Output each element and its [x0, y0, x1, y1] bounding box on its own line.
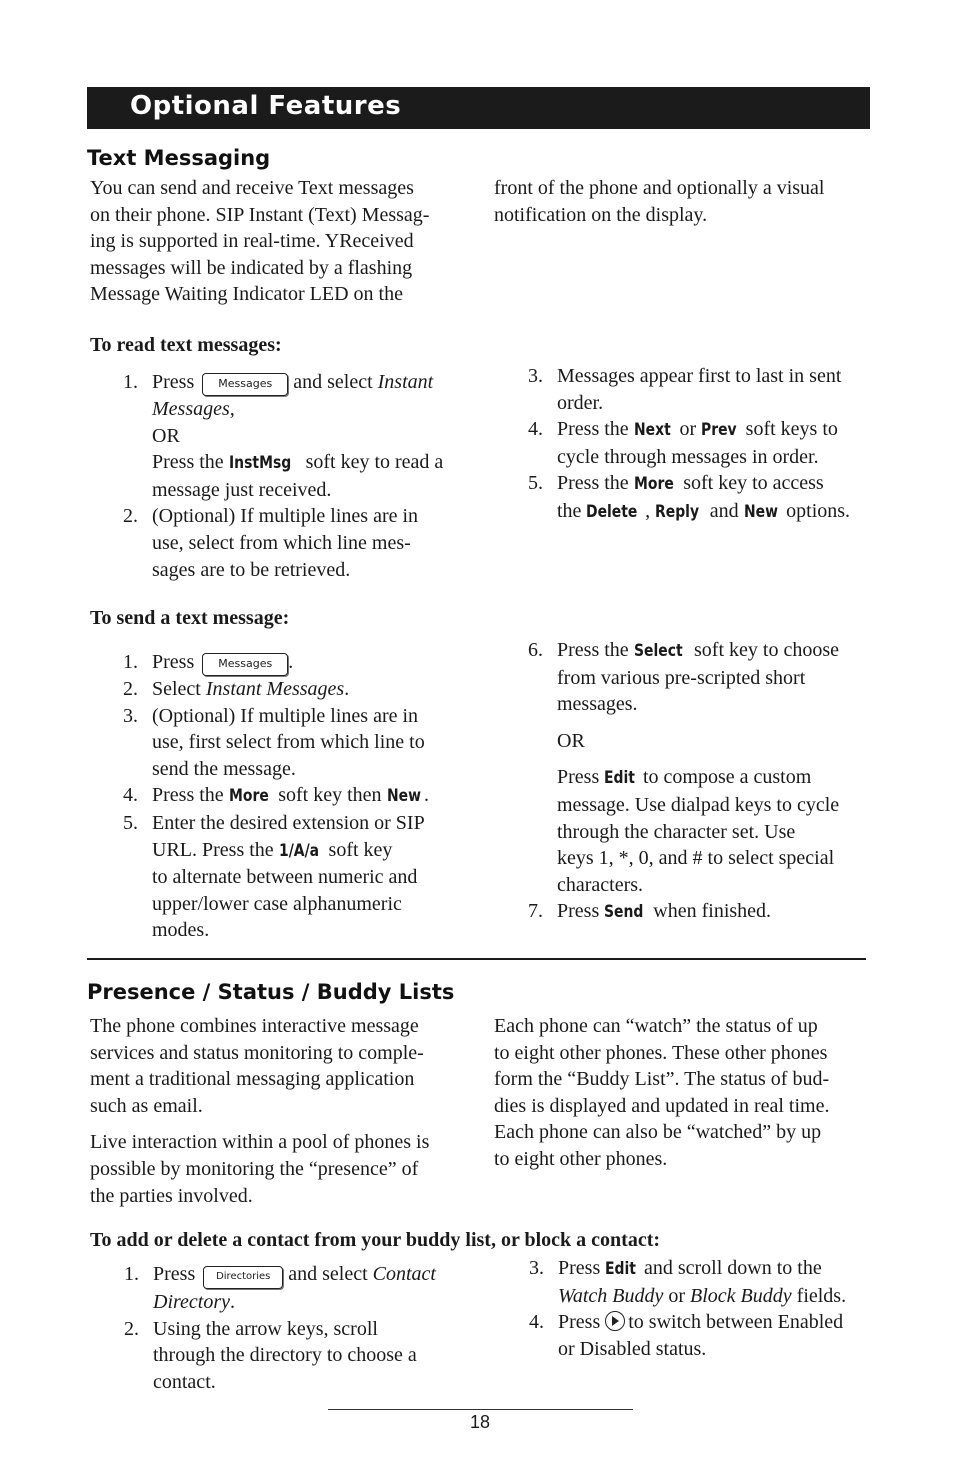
list-item: 2. Using the arrow keys, scroll through the directory to choose a contact.: [124, 1317, 417, 1393]
intro-line: Message Waiting Indicator LED on the: [90, 283, 403, 306]
list-item: 3. Messages appear first to last in sent order.: [528, 365, 842, 414]
send-soft-key: Send: [604, 902, 644, 923]
paragraph-line: Live interaction within a pool of phones is: [90, 1131, 430, 1154]
edit-soft-key: Edit: [605, 1259, 637, 1279]
list-item: 3. (Optional) If multiple lines are in use, first select from which line to send the message.: [123, 704, 425, 780]
intro-line: messages will be indicated by a flashing: [90, 256, 413, 279]
list-item: 6. Press the Select soft key to choose from various pre-scripted short messages. OR Press Edit to compose a custom message. Use dialpad keys to cycle through the character set. Use keys 1, *, 0, and # to select special characters.: [557, 637, 877, 898]
list-item: 1. Press Messages and select Instant Messages, OR Press the InstMsg soft key to read a message just received.: [123, 371, 444, 501]
or-text: OR: [557, 729, 585, 752]
directories-key-button[interactable]: Directories: [203, 1266, 283, 1289]
buddy-steps-right: [529, 1255, 888, 1362]
case-toggle-soft-key: 1/A/a: [278, 840, 319, 861]
list-item: 4. Press the Next or Prev soft keys to cycle through messages in order.: [528, 418, 838, 468]
reply-soft-key: Reply: [655, 501, 700, 522]
buddy-steps-left: [124, 1261, 473, 1395]
read-steps-right: [528, 363, 877, 526]
list-item: 4. Press the More soft key then New .: [152, 782, 472, 810]
text-messaging-intro-left: [90, 175, 470, 308]
list-item: 4. Press to switch between Enabled or Disabled status.: [529, 1311, 844, 1360]
more-soft-key: More: [633, 474, 674, 495]
paragraph-line: services and status monitoring to comple-: [90, 1041, 424, 1064]
section-banner: [87, 87, 870, 129]
paragraph-line: form the “Buddy List”. The status of bud-: [494, 1068, 830, 1091]
paragraph-line: The phone combines interactive message: [90, 1015, 419, 1037]
intro-line: on their phone. SIP Instant (Text) Messag-: [90, 203, 430, 226]
list-item: 5. Press the More soft key to access the Delete , Reply and New options.: [557, 470, 877, 525]
paragraph-line: possible by monitoring the “presence” of: [90, 1157, 419, 1180]
banner-title: Optional Features: [130, 91, 402, 121]
delete-soft-key: Delete: [586, 501, 638, 522]
messages-key-button[interactable]: Messages: [202, 373, 288, 396]
intro-line: ing is supported in real-time. YReceived: [90, 230, 414, 253]
intro-line: notification on the display.: [494, 203, 708, 226]
footer-rule: [328, 1409, 633, 1410]
presence-heading: Presence / Status / Buddy Lists: [87, 980, 455, 1004]
send-message-heading: To send a text message:: [90, 607, 290, 629]
paragraph-line: to eight other phones. These other phones: [494, 1041, 828, 1064]
list-item: 2. Select Instant Messages.: [123, 678, 350, 700]
buddy-list-heading: To add or delete a contact from your buddy list, or block a contact:: [90, 1229, 661, 1251]
list-item: 5. Enter the desired extension or SIP URL. Press the 1/A/a soft key to alternate between numeric and upper/lower case alphanumeric modes.: [123, 811, 425, 942]
messages-key-button[interactable]: Messages: [202, 653, 288, 676]
text-messaging-intro-right: [494, 175, 874, 228]
paragraph-line: Each phone can “watch” the status of up: [494, 1015, 818, 1037]
send-steps-left: [123, 649, 472, 944]
list-item: 7. Press Send when finished.: [557, 898, 877, 926]
presence-right-text: [494, 1013, 884, 1173]
right-arrow-key-icon: [605, 1311, 625, 1331]
intro-line: You can send and receive Text messages: [90, 177, 414, 199]
paragraph-line: Each phone can also be “watched” by up: [494, 1121, 822, 1144]
list-item: 3. Press Edit and scroll down to the Watch Buddy or Block Buddy fields.: [529, 1257, 847, 1307]
paragraph-line: ment a traditional messaging application: [90, 1068, 415, 1091]
new-soft-key: New: [386, 786, 421, 807]
prev-soft-key: Prev: [701, 420, 737, 441]
list-item: 2. (Optional) If multiple lines are in use, select from which line mes- sages are to be retrieved.: [123, 505, 419, 581]
intro-line: front of the phone and optionally a visual: [494, 177, 825, 199]
more-soft-key: More: [228, 786, 269, 807]
section-divider: [87, 958, 866, 960]
paragraph-line: dies is displayed and updated in real time.: [494, 1094, 830, 1117]
presence-left-text: [90, 1013, 480, 1209]
paragraph-line: the parties involved.: [90, 1184, 253, 1207]
next-soft-key: Next: [633, 420, 671, 441]
edit-soft-key: Edit: [604, 768, 636, 789]
list-item: 1. Press Messages .: [152, 649, 472, 676]
read-messages-heading: To read text messages:: [90, 334, 282, 356]
read-steps-left: [123, 369, 472, 583]
select-soft-key: Select: [633, 641, 683, 661]
send-steps-right: [528, 637, 877, 926]
paragraph-line: such as email.: [90, 1094, 203, 1117]
paragraph-line: to eight other phones.: [494, 1147, 668, 1170]
page-number: 18: [470, 1412, 491, 1432]
text-messaging-heading: Text Messaging: [87, 146, 271, 170]
new-soft-key: New: [743, 501, 778, 522]
list-item: 1. Press Directories and select Contact Directory.: [124, 1263, 436, 1313]
instmsg-soft-key: InstMsg: [228, 453, 291, 474]
